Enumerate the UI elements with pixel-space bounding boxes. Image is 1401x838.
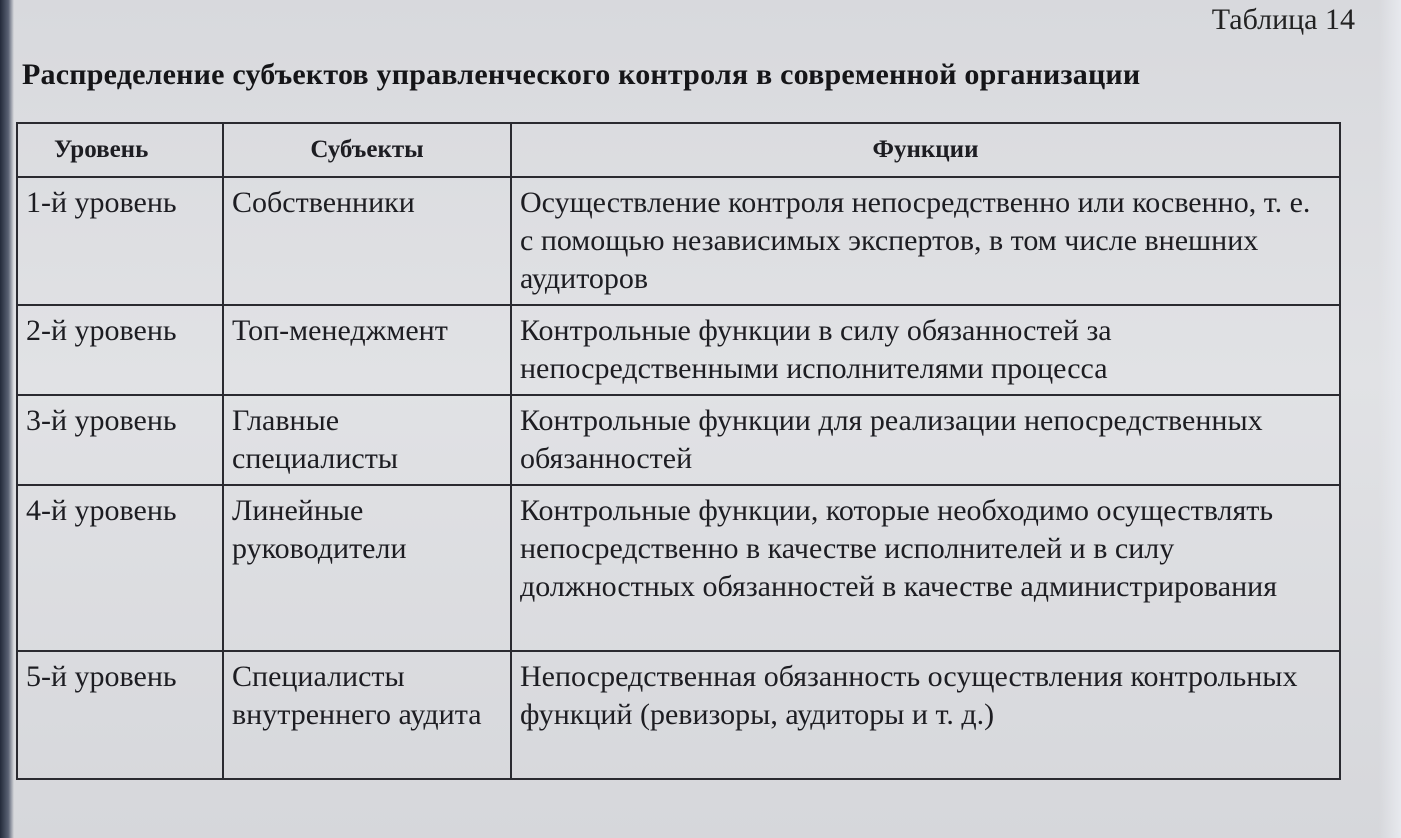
cell-subject: Топ-менеджмент — [223, 305, 511, 395]
cell-function: Осуществление контроля непосредственно или косвенно, т. е. с помощью независимых экспертов, в том числе внешних аудиторов — [511, 177, 1340, 305]
cell-function: Контрольные функции, которые необходимо осуществлять непосредственно в качестве исполнителей и в силу должностных обязанностей в качестве администрирования — [511, 485, 1340, 651]
table-row — [17, 305, 1340, 395]
cell-subject: Специалисты внутреннего аудита — [223, 651, 511, 779]
cell-subject: Собственники — [223, 177, 511, 305]
control-subjects-table — [16, 122, 1341, 780]
header-subjects: Субъекты — [223, 123, 511, 177]
page-binding-edge — [0, 0, 14, 838]
cell-function: Непосредственная обязанность осуществления контрольных функций (ревизоры, аудиторы и т. д.) — [511, 651, 1340, 779]
table-row — [17, 651, 1340, 779]
cell-level: 3-й уровень — [17, 395, 223, 485]
table-title: Распределение субъектов управленческого контроля в современной организации — [22, 58, 1141, 91]
cell-function: Контрольные функции в силу обязанностей за непосредственными исполнителями процесса — [511, 305, 1340, 395]
header-functions: Функции — [511, 123, 1340, 177]
cell-level: 4-й уровень — [17, 485, 223, 651]
table-row — [17, 485, 1340, 651]
page-right-margin — [1379, 0, 1401, 838]
header-level: Уровень — [17, 123, 223, 177]
table-number-label: Таблица 14 — [1211, 3, 1355, 36]
cell-subject: Линейные руководители — [223, 485, 511, 651]
table-row — [17, 177, 1340, 305]
cell-level: 5-й уровень — [17, 651, 223, 779]
table-row — [17, 395, 1340, 485]
cell-level: 2-й уровень — [17, 305, 223, 395]
cell-function: Контрольные функции для реализации непосредственных обязанностей — [511, 395, 1340, 485]
cell-subject: Главные специалисты — [223, 395, 511, 485]
header-row — [17, 123, 1340, 177]
cell-level: 1-й уровень — [17, 177, 223, 305]
